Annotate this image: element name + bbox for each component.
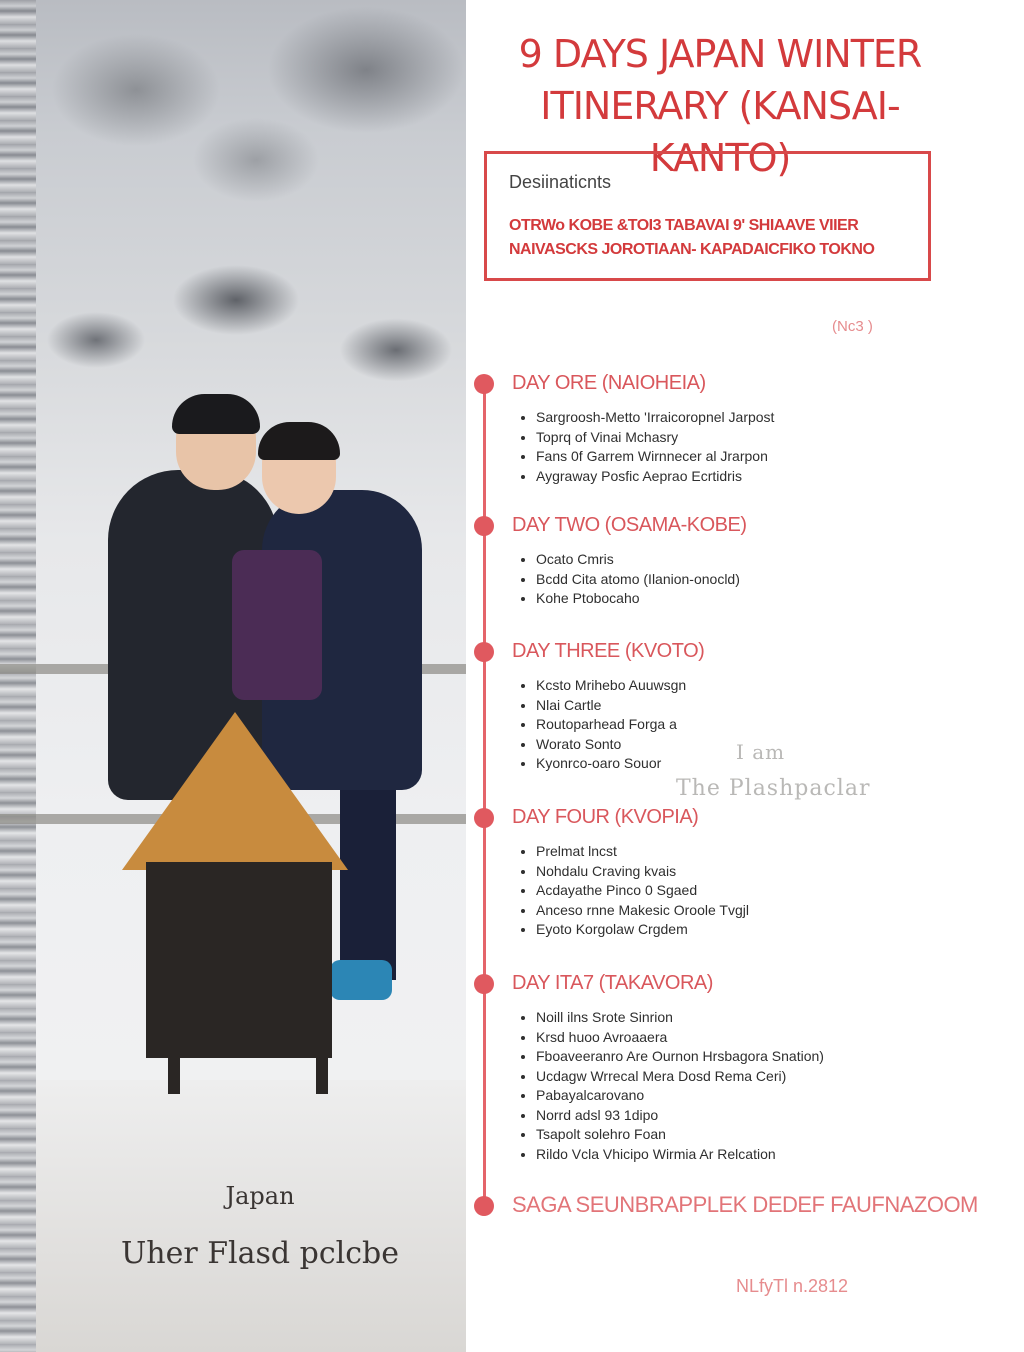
person-right-legs (340, 780, 396, 980)
activity-item: • Pabayalcarovano (536, 1086, 824, 1106)
timeline-dot (474, 1196, 494, 1216)
destinations-line2: NAIVASCKS JOROTIAAN- KAPADAICFIKO TOKNO (509, 241, 875, 258)
person-left-hair (172, 394, 260, 434)
activity-item: • Kyonrco-oaro Souor (536, 754, 686, 774)
day-title: DAY TWO (OSAMA-KOBE) (512, 514, 747, 536)
travel-photo (0, 0, 466, 1352)
timeline-dot (474, 808, 494, 828)
activity-item: • Worato Sonto (536, 735, 686, 755)
activity-item: • Sargroosh-Metto 'Irraicoropnel Jarpost (536, 408, 774, 428)
watermark-line2: The Plashpaclar (676, 776, 871, 801)
title-line1: 9 DAYS JAPAN WINTER (518, 32, 922, 76)
day-activity-list (514, 842, 749, 940)
page-reference: (Nc3 ) (832, 318, 873, 335)
stand-leg (316, 1054, 328, 1094)
timeline-line (483, 382, 486, 1206)
activity-item: • Acdayathe Pinco 0 Sgaed (536, 881, 749, 901)
activity-item: • Tsapolt solehro Foan (536, 1125, 824, 1145)
photo-caption-line2: Uher Flasd pclcbe (120, 1236, 400, 1271)
activity-item: • Ucdagw Wrrecal Mera Dosd Rema Ceri) (536, 1067, 824, 1087)
snow-ground (36, 1080, 466, 1352)
activity-item: • Rildo Vcla Vhicipo Wirmia Ar Relcation (536, 1145, 824, 1165)
gassho-house-model-body (146, 862, 332, 1058)
activity-item: • Prelmat lncst (536, 842, 749, 862)
destinations-box (484, 151, 931, 281)
activity-item: • Fboaveeranro Are Ournon Hrsbagora Snation) (536, 1047, 824, 1067)
photo-caption-line1: Japan (225, 1182, 295, 1210)
blue-shoe (330, 960, 392, 1000)
photo-edge-strip (0, 0, 36, 1352)
day-title: DAY THREE (KVOTO) (512, 640, 705, 662)
activity-item: • Nohdalu Craving kvais (536, 862, 749, 882)
stand-leg (168, 1054, 180, 1094)
day-activity-list (514, 550, 740, 609)
day-title: DAY FOUR (KVOPIA) (512, 806, 699, 828)
activity-item: • Ocato Cmris (536, 550, 740, 570)
activity-item: • Krsd huoo Avroaaera (536, 1028, 824, 1048)
activity-item: • Noill ilns Srote Sinrion (536, 1008, 824, 1028)
activity-item: • Eyoto Korgolaw Crgdem (536, 920, 749, 940)
activity-item: • Aygraway Posfic Aeprao Ecrtidris (536, 467, 774, 487)
furoshiki-bundle (232, 550, 322, 700)
activity-item: • Nlai Cartle (536, 696, 686, 716)
timeline-dot (474, 974, 494, 994)
activity-item: • Fans 0f Garrem Wirnnecer al Jrarpon (536, 447, 774, 467)
footer-heading: SAGA SEUNBRAPPLEK DEDEF FAUFNAZOOM (512, 1192, 978, 1217)
activity-item: • Anceso rnne Makesic Oroole Tvgjl (536, 901, 749, 921)
title-line2: ITINERARY (KANSAI-KANTO) (540, 84, 900, 180)
activity-item: • Toprq of Vinai Mchasry (536, 428, 774, 448)
destinations-label: Desiinaticnts (509, 172, 612, 192)
activity-item: • Bcdd Cita atomo (Ilanion-onocld) (536, 570, 740, 590)
day-activity-list (514, 676, 686, 774)
day-title: DAY ITA7 (TAKAVORA) (512, 972, 713, 994)
activity-item: • Kohe Ptobocaho (536, 589, 740, 609)
timeline-dot (474, 516, 494, 536)
day-title: DAY ORE (NAIOHEIA) (512, 372, 706, 394)
timeline-dot (474, 374, 494, 394)
day-activity-list (514, 1008, 824, 1164)
destinations-list (509, 214, 919, 262)
watermark-line1: I am (736, 740, 786, 764)
activity-item: • Norrd adsl 93 1dipo (536, 1106, 824, 1126)
timeline-dot (474, 642, 494, 662)
day-activity-list (514, 408, 774, 486)
activity-item: • Routoparhead Forga a (536, 715, 686, 735)
activity-item: • Kcsto Mrihebo Auuwsgn (536, 676, 686, 696)
destinations-line1: OTRWo KOBE &TOI3 TABAVAI 9' SHIAAVE VIIER (509, 217, 859, 234)
person-right-hair (258, 422, 340, 460)
footer-date: NLfyTl n.2812 (736, 1276, 849, 1296)
